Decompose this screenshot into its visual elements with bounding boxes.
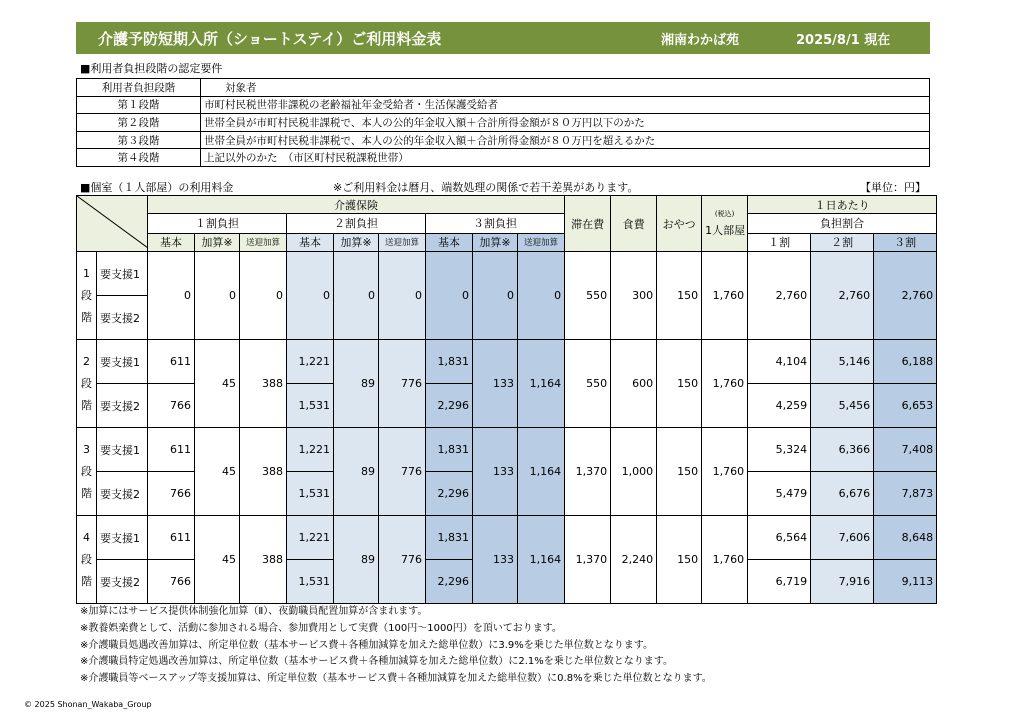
- stage-criteria: 世帯全員が市町村民税非課税で、本人の公的年金収入額＋合計所得金額が８０万円以下のかた: [201, 114, 930, 132]
- fee-cell: 600: [611, 340, 657, 428]
- stage-label: 第３段階: [77, 131, 201, 149]
- fee-cell: 776: [379, 428, 426, 516]
- fee-cell: 150: [657, 428, 702, 516]
- fee-cell: 1,760: [702, 516, 748, 604]
- stage-criteria: 上記以外のかた （市区町村民税課税世帯）: [201, 149, 930, 167]
- support-level-label: 要支援1: [97, 428, 148, 472]
- fee-cell: 0: [334, 252, 379, 340]
- fee-cell: 1,370: [565, 428, 611, 516]
- fee-cell: 2,296: [426, 384, 473, 428]
- footnote: ※加算にはサービス提供体制強化加算（Ⅱ）、夜勤職員配置加算が含まれます。: [80, 606, 428, 617]
- fee-cell: 766: [148, 472, 195, 516]
- facility-name: 湘南わかば苑: [661, 33, 740, 48]
- fee-cell: 7,408: [874, 428, 937, 472]
- support-level-label: 要支援2: [97, 472, 148, 516]
- fee-cell: 611: [148, 516, 195, 560]
- column-header: 対象者: [201, 79, 930, 97]
- diagonal-corner-cell: [77, 196, 148, 252]
- basic-header: 基本: [287, 233, 334, 251]
- support-level-label: 要支援2: [97, 384, 148, 428]
- fee-cell: 388: [240, 516, 287, 604]
- fee-cell: 1,164: [518, 428, 565, 516]
- fee-cell: 388: [240, 340, 287, 428]
- stage-criteria: 市町村民税世帯非課税の老齢福祉年金受給者・生活保護受給者: [201, 96, 930, 114]
- fee-cell: 45: [195, 516, 240, 604]
- fee-cell: 5,479: [748, 472, 811, 516]
- room-label: 1人部屋: [705, 224, 746, 237]
- fee-cell: 45: [195, 428, 240, 516]
- fee-cell: 1,760: [702, 252, 748, 340]
- fee-cell: 300: [611, 252, 657, 340]
- table-row: [77, 131, 930, 149]
- fee-cell: 7,873: [874, 472, 937, 516]
- fee-cell: 4,104: [748, 340, 811, 384]
- fee-cell: 89: [334, 428, 379, 516]
- fee-cell: 2,760: [874, 252, 937, 340]
- fee-cell: 0: [473, 252, 518, 340]
- fee-cell: 5,146: [811, 340, 874, 384]
- table-row: [77, 149, 930, 167]
- fee-cell: 150: [657, 340, 702, 428]
- fee-cell: 133: [473, 516, 518, 604]
- fee-cell: 1,760: [702, 340, 748, 428]
- fee-cell: 550: [565, 252, 611, 340]
- fee-table: [76, 195, 937, 604]
- support-level-label: 要支援2: [97, 560, 148, 604]
- basic-header: 基本: [426, 233, 473, 251]
- fee-cell: 5,324: [748, 428, 811, 472]
- fees-note: ※ご利用料金は暦月、端数処理の関係で若干差異があります。: [333, 181, 639, 194]
- page-header: [76, 22, 930, 54]
- fee-cell: 2,296: [426, 560, 473, 604]
- footnotes: [80, 604, 712, 688]
- stage-label: 第１段階: [77, 96, 201, 114]
- fee-cell: 6,564: [748, 516, 811, 560]
- fee-cell: 1,000: [611, 428, 657, 516]
- fee-cell: 1,531: [287, 472, 334, 516]
- fee-cell: 1,221: [287, 428, 334, 472]
- footnote: ※介護職員処遇改善加算は、所定単位数（基本サービス費＋各種加減算を加えた総単位数）に3.9%を乗じた単位数となります。: [80, 639, 653, 651]
- fee-cell: 388: [240, 428, 287, 516]
- fee-cell: 8,648: [874, 516, 937, 560]
- fee-cell: 611: [148, 428, 195, 472]
- fee-cell: 0: [379, 252, 426, 340]
- stay-header: 滞在費: [565, 196, 611, 252]
- snack-header: おやつ: [657, 196, 702, 252]
- fee-cell: 1,164: [518, 516, 565, 604]
- fee-cell: 766: [148, 384, 195, 428]
- add-header: 加算※: [473, 233, 518, 251]
- stage-cell: 2 段 階: [77, 340, 97, 428]
- transport-header: 送迎加算: [240, 233, 287, 251]
- copyright: © 2025 Shonan_Wakaba_Group: [24, 700, 152, 709]
- transport-header: 送迎加算: [379, 233, 426, 251]
- table-row: [77, 252, 937, 296]
- fee-cell: 1,531: [287, 560, 334, 604]
- table-header-row: [77, 196, 937, 214]
- table-header-row: [77, 233, 937, 251]
- ratio-2-header: ２割: [811, 233, 874, 251]
- fee-cell: 0: [240, 252, 287, 340]
- fee-cell: 1,221: [287, 340, 334, 384]
- fee-cell: 89: [334, 340, 379, 428]
- room-header: [702, 196, 748, 252]
- tax-included-label: (税込): [714, 210, 735, 218]
- fee-cell: 0: [518, 252, 565, 340]
- fee-cell: 133: [473, 340, 518, 428]
- fee-cell: 7,916: [811, 560, 874, 604]
- fee-cell: 45: [195, 340, 240, 428]
- insurance-header: 介護保険: [148, 196, 565, 214]
- table-row: [77, 114, 930, 132]
- fee-cell: 89: [334, 516, 379, 604]
- 2wari-header: ２割負担: [287, 214, 426, 233]
- fee-cell: 2,240: [611, 516, 657, 604]
- fee-cell: 611: [148, 340, 195, 384]
- support-level-label: 要支援1: [97, 516, 148, 560]
- fee-cell: 2,296: [426, 472, 473, 516]
- fee-cell: 1,760: [702, 428, 748, 516]
- fee-cell: 550: [565, 340, 611, 428]
- fee-cell: 2,760: [748, 252, 811, 340]
- fee-cell: 9,113: [874, 560, 937, 604]
- fee-cell: 1,831: [426, 516, 473, 560]
- stage-cell: 1 段 階: [77, 252, 97, 340]
- as-of-date: 2025/8/1 現在: [796, 33, 891, 48]
- fee-cell: 6,676: [811, 472, 874, 516]
- fee-cell: 6,653: [874, 384, 937, 428]
- fee-cell: 6,366: [811, 428, 874, 472]
- footnote: ※介護職員等ベースアップ等支援加算は、所定単位数（基本サービス費＋各種加減算を加えた総単位数）に0.8%を乗じた単位数となります。: [80, 673, 712, 685]
- column-header: 利用者負担段階: [77, 79, 201, 97]
- fee-cell: 1,831: [426, 428, 473, 472]
- ratio-header: 負担割合: [748, 214, 937, 233]
- add-header: 加算※: [334, 233, 379, 251]
- fee-cell: 1,164: [518, 340, 565, 428]
- fee-cell: 0: [148, 252, 195, 340]
- table-header-row: [77, 214, 937, 233]
- fee-cell: 776: [379, 340, 426, 428]
- stage-cell: 3 段 階: [77, 428, 97, 516]
- table-header-row: [77, 79, 930, 97]
- meal-header: 食費: [611, 196, 657, 252]
- fee-cell: 6,188: [874, 340, 937, 384]
- stage-criteria: 世帯全員が市町村民税非課税で、本人の公的年金収入額＋合計所得金額が８０万円を超えるかた: [201, 131, 930, 149]
- table-row: [77, 428, 937, 472]
- stage-cell: 4 段 階: [77, 516, 97, 604]
- requirements-heading: ■利用者負担段階の認定要件: [80, 62, 223, 75]
- stage-label: 第２段階: [77, 114, 201, 132]
- table-row: [77, 96, 930, 114]
- transport-header: 送迎加算: [518, 233, 565, 251]
- fee-cell: 0: [426, 252, 473, 340]
- fee-cell: 2,760: [811, 252, 874, 340]
- footnote: ※介護職員特定処遇改善加算は、所定単位数（基本サービス費＋各種加減算を加えた総単位数）に2.1%を乗じた単位数となります。: [80, 656, 673, 668]
- fee-cell: 1,370: [565, 516, 611, 604]
- fee-cell: 150: [657, 252, 702, 340]
- fee-cell: 133: [473, 428, 518, 516]
- ratio-3-header: ３割: [874, 233, 937, 251]
- page-title: 介護予防短期入所（ショートステイ）ご利用料金表: [98, 30, 442, 48]
- fee-cell: 1,831: [426, 340, 473, 384]
- basic-header: 基本: [148, 233, 195, 251]
- fee-cell: 0: [195, 252, 240, 340]
- table-row: [77, 516, 937, 560]
- 1wari-header: １割負担: [148, 214, 287, 233]
- fees-heading: ■個室（１人部屋）の利用料金: [80, 181, 234, 194]
- footnote: ※教養娯楽費として、活動に参加される場合、参加費用として実費（100円～1000円）を頂いております。: [80, 622, 562, 634]
- unit-label: 【単位：円】: [860, 181, 926, 194]
- fee-cell: 5,456: [811, 384, 874, 428]
- support-level-label: 要支援2: [97, 296, 148, 340]
- fee-cell: 4,259: [748, 384, 811, 428]
- 3wari-header: ３割負担: [426, 214, 565, 233]
- stage-label: 第４段階: [77, 149, 201, 167]
- fee-cell: 776: [379, 516, 426, 604]
- ratio-1-header: １割: [748, 233, 811, 251]
- per-day-header: １日あたり: [748, 196, 937, 214]
- fee-cell: 1,221: [287, 516, 334, 560]
- fee-cell: 766: [148, 560, 195, 604]
- fee-cell: 1,531: [287, 384, 334, 428]
- support-level-label: 要支援1: [97, 340, 148, 384]
- fee-cell: 7,606: [811, 516, 874, 560]
- fee-cell: 0: [287, 252, 334, 340]
- diagonal-line: [77, 196, 148, 248]
- table-row: [77, 340, 937, 384]
- support-level-label: 要支援1: [97, 252, 148, 296]
- add-header: 加算※: [195, 233, 240, 251]
- fee-cell: 150: [657, 516, 702, 604]
- requirements-table: [76, 78, 930, 167]
- fee-cell: 6,719: [748, 560, 811, 604]
